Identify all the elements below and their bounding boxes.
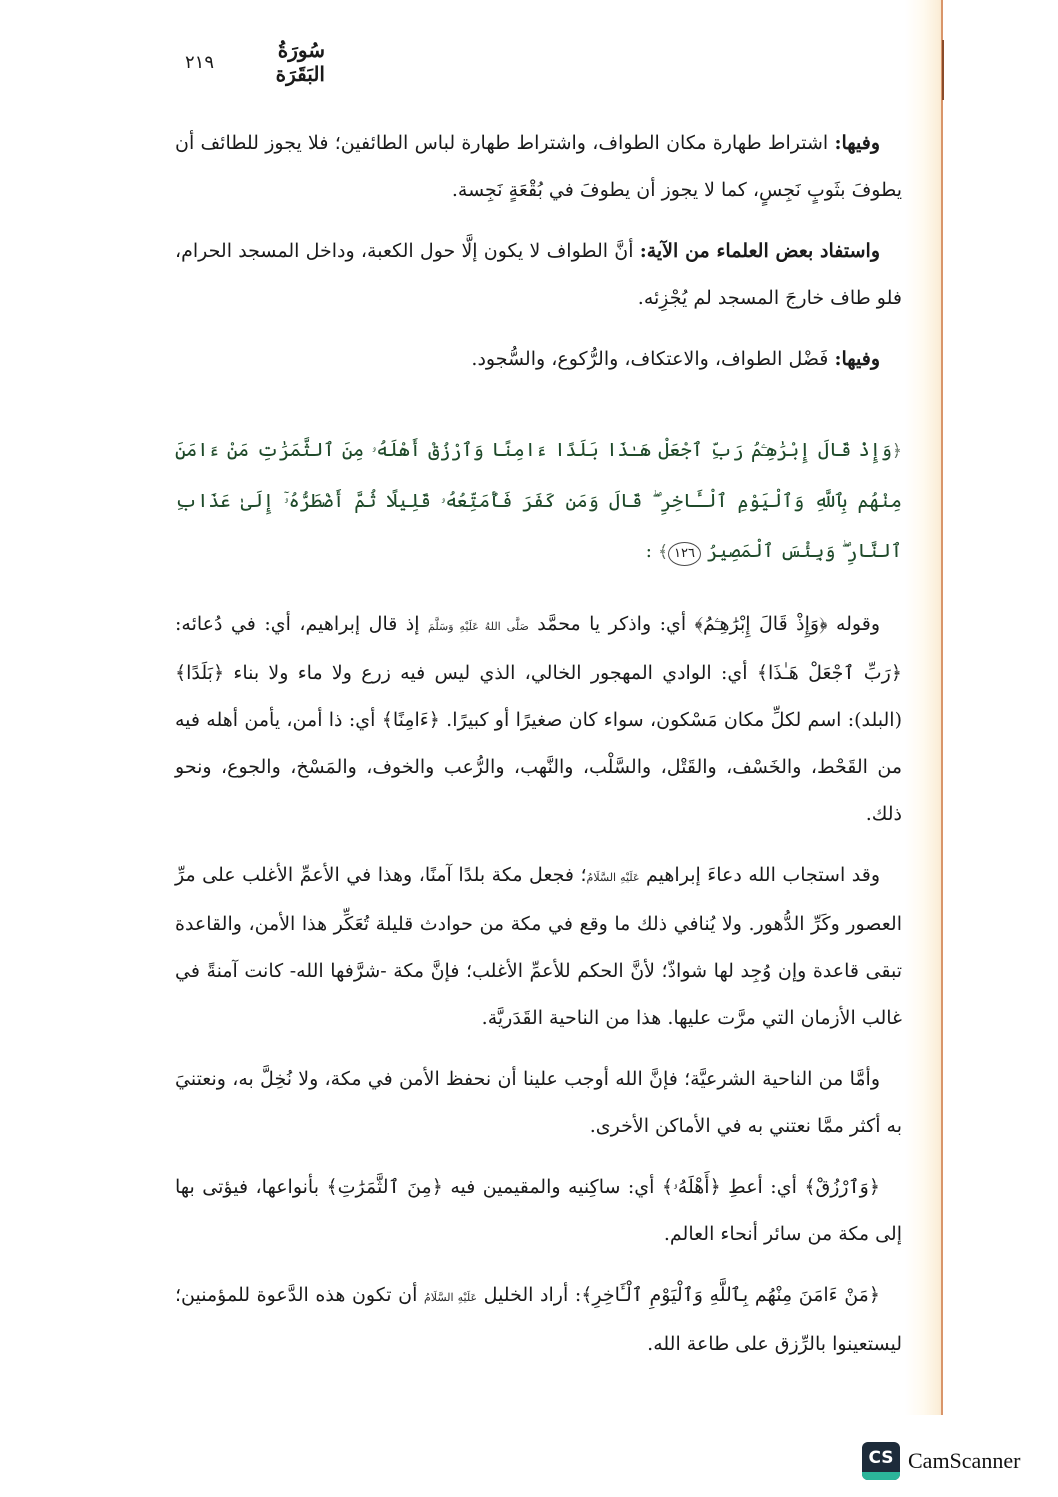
tafsir-paragraph <box>175 1164 902 1258</box>
verse-close-bracket: ﴾ <box>658 542 669 562</box>
camscanner-logo-icon <box>862 1442 900 1480</box>
camscanner-watermark <box>862 1442 1020 1480</box>
tafsir-text: أن تكون هذه الدَّعوة للمؤمنين؛ ليستعينوا بالرِّزق على طاعة الله. <box>175 1284 902 1355</box>
honorific-phrase: صَلَّى اللهُ عَلَيْهِ وَسَلَّمَ <box>428 620 529 633</box>
app-name: CamScanner <box>908 1448 1021 1473</box>
page-content <box>175 120 902 1382</box>
honorific-phrase: عَلَيْهِ السَّلَامُ <box>423 1291 478 1304</box>
tafsir-text: وقوله <box>827 613 880 635</box>
tafsir-text: أي: واذكر يا محمَّد <box>528 613 695 635</box>
paragraph-lead: وفيها: <box>834 132 880 154</box>
quran-verse <box>175 425 902 577</box>
honorific-phrase: عَلَيْهِ السَّلَامُ <box>586 871 640 884</box>
page-number: ٢١٩ <box>185 51 215 73</box>
tafsir-text: أي: ساكِنيه والمقيمين فيه <box>442 1176 662 1198</box>
book-spine-shadow <box>905 0 945 1415</box>
verse-trailing-colon: : <box>645 540 653 562</box>
paragraph-text: اشتراط طهارة مكان الطواف، واشتراط طهارة لباس الطائفين؛ فلا يجوز للطائف أن يطوفَ بثَوبٍ نَجِسٍ، كما لا يجوز أن يطوفَ في بُقْعَةٍ نَجِسة. <box>175 132 902 201</box>
paragraph-lead: واستفاد بعض العلماء من الآية: <box>639 240 880 262</box>
quran-quote: ﴿وَإِذْ قَالَ إِبْرَٰهِـۧمُ﴾ <box>694 613 828 635</box>
paragraph <box>175 228 902 322</box>
paragraph <box>175 120 902 214</box>
running-header <box>185 38 325 86</box>
tafsir-paragraph <box>175 601 902 838</box>
paragraph <box>175 336 902 383</box>
tafsir-paragraph <box>175 852 902 1042</box>
tafsir-text: : أراد الخليل <box>477 1284 582 1306</box>
quran-quote: ﴿ءَامِنًا﴾ <box>381 709 440 731</box>
tafsir-paragraph <box>175 1056 902 1150</box>
quran-quote: ﴿رَبِّ ٱجْعَلْ هَـٰذَا﴾ <box>756 662 902 684</box>
quran-quote: ﴿مَنْ ءَامَنَ مِنْهُم بِٱللَّهِ وَٱلْيَوْمِ ٱلْـَٔاخِرِ﴾ <box>581 1284 880 1306</box>
paragraph-lead: وفيها: <box>834 348 880 370</box>
paragraph-text: أنَّ الطواف لا يكون إلَّا حول الكعبة، وداخل المسجد الحرام، فلو طاف خارجَ المسجد لم يُجْزِئه. <box>175 240 902 309</box>
verse-number-marker: ١٢٦ <box>668 542 701 566</box>
tafsir-text: إذ قال إبراهيم، أي: في دُعائه: <box>175 613 429 635</box>
quran-quote: ﴿مِنَ ٱلثَّمَرَٰتِ﴾ <box>326 1176 443 1198</box>
logo-text: CS <box>868 1448 894 1468</box>
surah-title: سُورَةُ البَقَرَة <box>275 38 325 86</box>
tafsir-text: (البلد): اسم لكلِّ مكان مَسْكون، سواء كان صغيرًا أو كبيرًا. <box>439 709 902 731</box>
tafsir-text: أي: ذا أمن، يأمن أهله فيه من القَحْط، والخَسْف، والقَتْل، والسَّلْب، والنَّهب، والرُّعب والخوف، والمَسْخ، والجوع، ونحو ذلك. <box>175 709 902 825</box>
verse-open-bracket: ﴿ <box>892 441 902 461</box>
tafsir-text: أي: الوادي المهجور الخالي، الذي ليس فيه زرع ولا ماء ولا بناء <box>224 662 757 684</box>
paragraph-text: فَضْل الطواف، والاعتكاف، والرُّكوع، والسُّجود. <box>471 348 835 370</box>
quran-quote: ﴿وَٱرْزُقْ﴾ <box>804 1176 880 1198</box>
right-page-margin <box>943 0 1058 1415</box>
quran-quote: ﴿بَلَدًا﴾ <box>175 662 225 684</box>
page-edge-line <box>941 0 943 1415</box>
tafsir-text: أي: أعطِ <box>720 1176 805 1198</box>
verse-text: وَإِذْ قَالَ إِبْرَٰهِـۧمُ رَبِّ ٱجْعَلْ هَـٰذَا بَلَدًا ءَامِنًا وَٱرْزُقْ أَهْلَهُۥ مِنَ ٱلثَّمَرَٰتِ مَنْ ءَامَنَ مِنْهُم بِٱللَّهِ وَٱلْيَوْمِ ٱلْـَٔاخِرِ ۖ قَالَ وَمَن كَفَرَ فَأُمَتِّعُهُۥ قَلِيلًا ثُمَّ أَضْطَرُّهُۥٓ إِلَىٰ عَذَابِ ٱلنَّارِ ۖ وَبِئْسَ ٱلْمَصِيرُ <box>175 439 902 562</box>
page-edge-mark <box>942 40 944 100</box>
tafsir-text: ؛ فجعل مكة بلدًا آمنًا، وهذا في الأعمِّ الأغلب على مرِّ العصور وكَرِّ الدُّهور. ولا يُنافي ذلك ما وقع في مكة من حوادث قليلة تُعَكِّر هذا الأمن، والقاعدة تبقى قاعدة وإن وُجِد لها شواذّ؛ لأنَّ الحكم للأعمِّ الأغلب؛ فإنَّ مكة -شرَّفها الله- كانت آمنةً في غالب الأزمان التي مرَّت عليها. هذا من الناحية القَدَريَّة. <box>175 864 902 1029</box>
tafsir-paragraph <box>175 1272 902 1368</box>
tafsir-text: وأمَّا من الناحية الشرعيَّة؛ فإنَّ الله أوجب علينا أن نحفظ الأمن في مكة، ولا نُخِلَّ به، ونعتنيَ به أكثر ممَّا نعتني به في الأماكن الأخرى. <box>175 1068 902 1137</box>
tafsir-section <box>175 601 902 1368</box>
tafsir-text: وقد استجاب الله دعاءَ إبراهيم <box>639 864 881 886</box>
tafsir-text: بأنواعها، فيؤتى بها إلى مكة من سائر أنحاء العالم. <box>175 1176 902 1245</box>
quran-quote: ﴿أَهْلَهُۥ﴾ <box>661 1176 721 1198</box>
